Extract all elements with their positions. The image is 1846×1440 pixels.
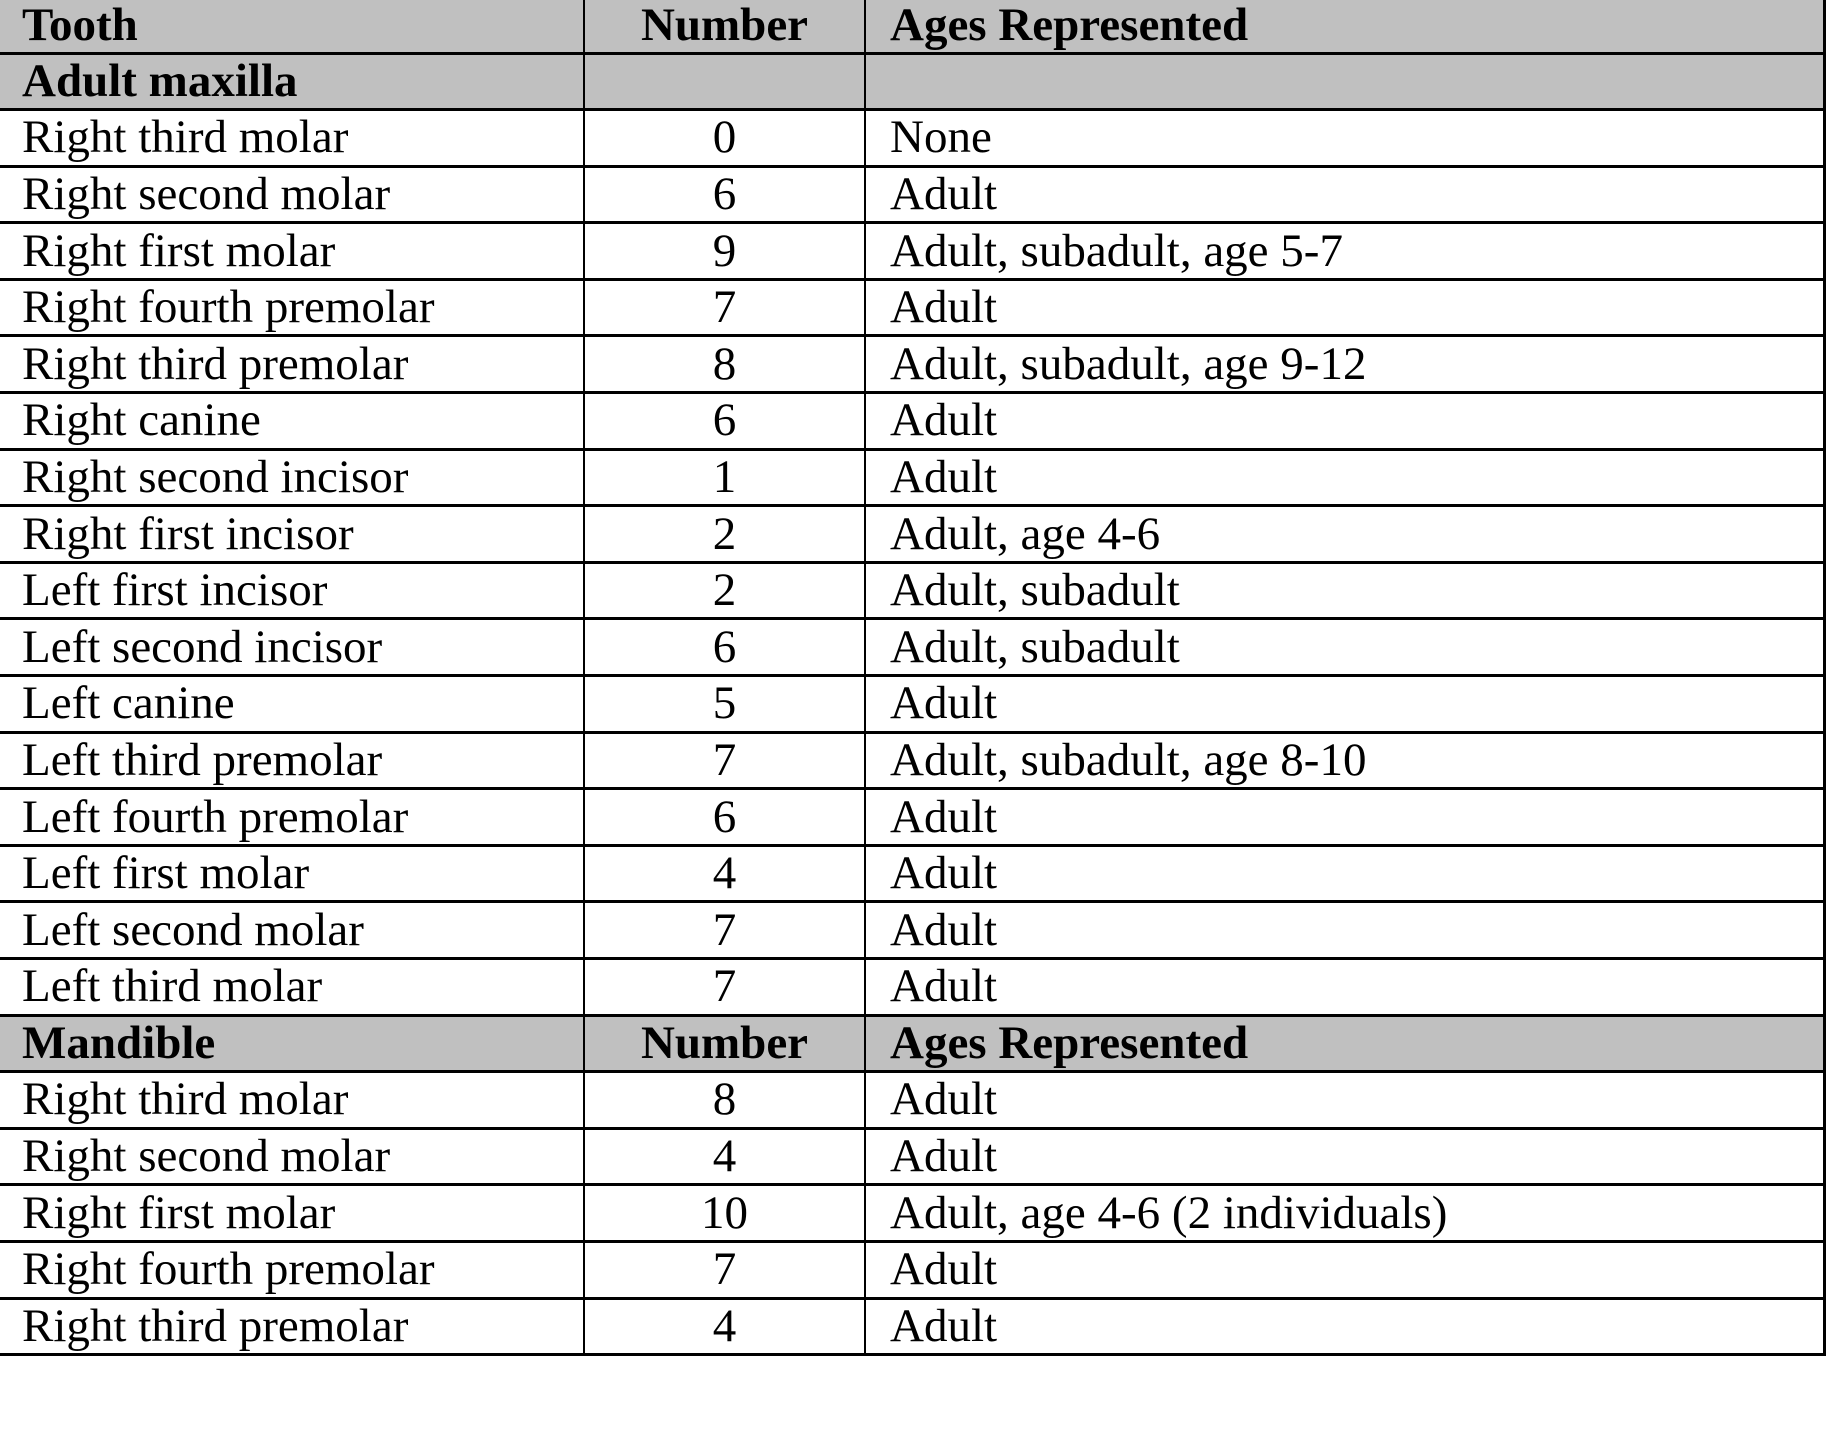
tooth-cell: Right second molar xyxy=(0,166,584,223)
column-header-ages: Ages Represented xyxy=(865,0,1824,53)
section-ages-header xyxy=(865,53,1824,110)
ages-cell: Adult, subadult xyxy=(865,562,1824,619)
number-cell: 6 xyxy=(584,789,865,846)
number-cell: 7 xyxy=(584,279,865,336)
tooth-cell: Left canine xyxy=(0,676,584,733)
number-cell: 4 xyxy=(584,1128,865,1185)
number-cell: 8 xyxy=(584,336,865,393)
tooth-cell: Right fourth premolar xyxy=(0,1241,584,1298)
tooth-cell: Left third molar xyxy=(0,959,584,1016)
tooth-cell: Left first incisor xyxy=(0,562,584,619)
number-cell: 4 xyxy=(584,1298,865,1355)
ages-cell: Adult xyxy=(865,393,1824,450)
number-cell: 5 xyxy=(584,676,865,733)
number-cell: 1 xyxy=(584,449,865,506)
tooth-cell: Left fourth premolar xyxy=(0,789,584,846)
ages-cell: Adult xyxy=(865,166,1824,223)
ages-cell: Adult xyxy=(865,845,1824,902)
ages-cell: Adult, age 4-6 xyxy=(865,506,1824,563)
table-row xyxy=(0,449,1824,506)
table-row xyxy=(0,1241,1824,1298)
number-cell: 6 xyxy=(584,393,865,450)
table-row xyxy=(0,902,1824,959)
table-row xyxy=(0,166,1824,223)
ages-cell: Adult xyxy=(865,1128,1824,1185)
section-number-header: Number xyxy=(584,1015,865,1072)
number-cell: 6 xyxy=(584,166,865,223)
tooth-cell: Right second incisor xyxy=(0,449,584,506)
section-ages-header: Ages Represented xyxy=(865,1015,1824,1072)
section-header-mandible xyxy=(0,1015,1824,1072)
number-cell: 4 xyxy=(584,845,865,902)
tooth-cell: Right third premolar xyxy=(0,1298,584,1355)
number-cell: 7 xyxy=(584,1241,865,1298)
table-row xyxy=(0,393,1824,450)
table-row xyxy=(0,676,1824,733)
ages-cell: Adult xyxy=(865,449,1824,506)
section-label: Mandible xyxy=(0,1015,584,1072)
tooth-cell: Right third molar xyxy=(0,110,584,167)
tooth-cell: Left second molar xyxy=(0,902,584,959)
number-cell: 7 xyxy=(584,732,865,789)
table-row xyxy=(0,845,1824,902)
number-cell: 7 xyxy=(584,902,865,959)
ages-cell: Adult xyxy=(865,789,1824,846)
tooth-cell: Right third molar xyxy=(0,1072,584,1129)
tooth-cell: Left first molar xyxy=(0,845,584,902)
ages-cell: Adult xyxy=(865,279,1824,336)
ages-cell: Adult, subadult, age 9-12 xyxy=(865,336,1824,393)
table-row xyxy=(0,1185,1824,1242)
table-row xyxy=(0,1298,1824,1355)
table-row xyxy=(0,562,1824,619)
tooth-cell: Left second incisor xyxy=(0,619,584,676)
ages-cell: Adult, subadult, age 8-10 xyxy=(865,732,1824,789)
tooth-cell: Right second molar xyxy=(0,1128,584,1185)
ages-cell: None xyxy=(865,110,1824,167)
column-header-tooth: Tooth xyxy=(0,0,584,53)
tooth-cell: Right first molar xyxy=(0,223,584,280)
ages-cell: Adult, subadult, age 5-7 xyxy=(865,223,1824,280)
tooth-cell: Right canine xyxy=(0,393,584,450)
table-row xyxy=(0,1128,1824,1185)
table-row xyxy=(0,506,1824,563)
number-cell: 9 xyxy=(584,223,865,280)
table-row xyxy=(0,336,1824,393)
section-number-header xyxy=(584,53,865,110)
table-row xyxy=(0,732,1824,789)
table-row xyxy=(0,619,1824,676)
table-header-row xyxy=(0,0,1824,53)
ages-cell: Adult, age 4-6 (2 individuals) xyxy=(865,1185,1824,1242)
number-cell: 2 xyxy=(584,562,865,619)
ages-cell: Adult xyxy=(865,676,1824,733)
number-cell: 0 xyxy=(584,110,865,167)
column-header-number: Number xyxy=(584,0,865,53)
ages-cell: Adult xyxy=(865,902,1824,959)
ages-cell: Adult, subadult xyxy=(865,619,1824,676)
tooth-cell: Left third premolar xyxy=(0,732,584,789)
table-row xyxy=(0,110,1824,167)
tooth-cell: Right third premolar xyxy=(0,336,584,393)
tooth-cell: Right first incisor xyxy=(0,506,584,563)
table-row xyxy=(0,1072,1824,1129)
ages-cell: Adult xyxy=(865,1072,1824,1129)
ages-cell: Adult xyxy=(865,1298,1824,1355)
number-cell: 2 xyxy=(584,506,865,563)
table-row xyxy=(0,279,1824,336)
table-row xyxy=(0,959,1824,1016)
number-cell: 10 xyxy=(584,1185,865,1242)
section-header-maxilla xyxy=(0,53,1824,110)
table-row xyxy=(0,789,1824,846)
tooth-cell: Right first molar xyxy=(0,1185,584,1242)
table-row xyxy=(0,223,1824,280)
ages-cell: Adult xyxy=(865,1241,1824,1298)
number-cell: 6 xyxy=(584,619,865,676)
number-cell: 8 xyxy=(584,1072,865,1129)
section-label: Adult maxilla xyxy=(0,53,584,110)
ages-cell: Adult xyxy=(865,959,1824,1016)
number-cell: 7 xyxy=(584,959,865,1016)
tooth-cell: Right fourth premolar xyxy=(0,279,584,336)
